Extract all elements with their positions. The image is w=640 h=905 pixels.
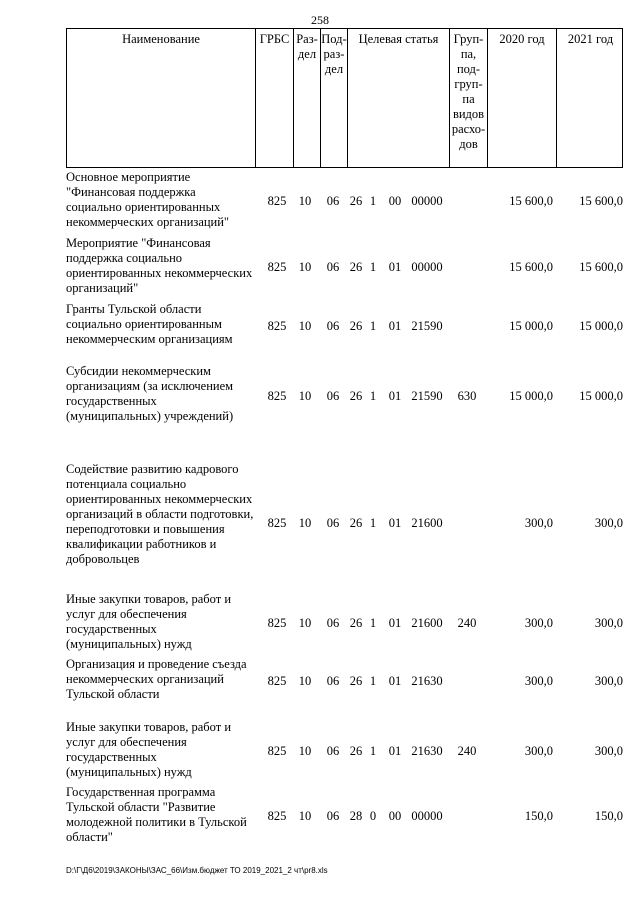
- cell-y2021: 300,0: [594, 616, 623, 630]
- cell-rz: 10: [298, 516, 312, 530]
- cell-c3: 01: [388, 616, 402, 630]
- cell-c4: 21600: [411, 616, 443, 630]
- cell-pr: 06: [326, 260, 340, 274]
- header-2020: 2020 год: [487, 29, 556, 167]
- header-target: Целевая статья: [347, 29, 449, 167]
- cell-pr: 06: [326, 194, 340, 208]
- cell-c1: 28: [349, 809, 363, 823]
- row-name: Гранты Тульской области социально ориентированным некоммерческим организациям: [66, 302, 233, 346]
- cell-c1: 26: [349, 260, 363, 274]
- cell-c3: 00: [388, 194, 402, 208]
- cell-c1: 26: [349, 674, 363, 688]
- cell-grbs: 825: [267, 194, 287, 208]
- cell-c1: 26: [349, 616, 363, 630]
- cell-c3: 01: [388, 260, 402, 274]
- cell-y2020: 150,0: [524, 809, 553, 823]
- cell-grbs: 825: [267, 809, 287, 823]
- cell-c4: 00000: [411, 260, 443, 274]
- cell-y2020: 300,0: [524, 674, 553, 688]
- cell-rz: 10: [298, 616, 312, 630]
- cell-c2: 1: [369, 516, 377, 530]
- cell-c4: 21590: [411, 389, 443, 403]
- cell-grp: 630: [457, 389, 477, 403]
- cell-c2: 1: [369, 674, 377, 688]
- cell-y2021: 15 600,0: [579, 260, 623, 274]
- header-name: Наименование: [122, 32, 200, 46]
- table-row: [66, 236, 626, 296]
- cell-c2: 1: [369, 194, 377, 208]
- row-name: Содействие развитию кадрового потенциала социально ориентированных некоммерческих организаций в области подготовки, переподготовки и повышения квалификации работников и добровольцев: [66, 462, 254, 566]
- cell-c2: 1: [369, 389, 377, 403]
- cell-c4: 21590: [411, 319, 443, 333]
- cell-rz: 10: [298, 744, 312, 758]
- cell-pr: 06: [326, 744, 340, 758]
- table-row: [66, 302, 626, 347]
- cell-pr: 06: [326, 319, 340, 333]
- file-path-footer: D:\Г\Д6\2019\ЗАКОНЫ\ЗАС_66\Изм.бюджет ТО 2019_2021_2 чт\pr8.xls: [66, 866, 328, 875]
- cell-c3: 01: [388, 744, 402, 758]
- cell-c4: 21630: [411, 744, 443, 758]
- cell-c4: 21600: [411, 516, 443, 530]
- header-grbs: ГРБС: [255, 29, 293, 167]
- row-name: Основное мероприятие "Финансовая поддержка социально ориентированных некоммерческих организаций": [66, 170, 230, 229]
- cell-rz: 10: [298, 319, 312, 333]
- cell-grbs: 825: [267, 260, 287, 274]
- cell-c2: 1: [369, 616, 377, 630]
- cell-pr: 06: [326, 389, 340, 403]
- cell-pr: 06: [326, 616, 340, 630]
- table-row: [66, 462, 626, 582]
- cell-c2: 1: [369, 319, 377, 333]
- cell-y2021: 300,0: [594, 674, 623, 688]
- cell-rz: 10: [298, 194, 312, 208]
- table-row: [66, 720, 626, 780]
- cell-c1: 26: [349, 516, 363, 530]
- cell-rz: 10: [298, 389, 312, 403]
- cell-y2021: 15 000,0: [579, 389, 623, 403]
- cell-c4: 21630: [411, 674, 443, 688]
- table-row: [66, 364, 626, 426]
- row-name: Субсидии некоммерческим организациям (за исключением государственных (муниципальных) учреждений): [66, 364, 234, 423]
- header-podrazdel: Под- раз- дел: [320, 29, 347, 167]
- cell-y2021: 300,0: [594, 516, 623, 530]
- cell-pr: 06: [326, 516, 340, 530]
- cell-grbs: 825: [267, 516, 287, 530]
- cell-c3: 01: [388, 674, 402, 688]
- cell-y2021: 15 600,0: [579, 194, 623, 208]
- cell-c2: 1: [369, 744, 377, 758]
- cell-grbs: 825: [267, 674, 287, 688]
- cell-grbs: 825: [267, 616, 287, 630]
- table-row: [66, 170, 626, 230]
- row-name: Мероприятие "Финансовая поддержка социально ориентированных некоммерческих организаций": [66, 236, 253, 295]
- header-2021: 2021 год: [556, 29, 624, 167]
- cell-c4: 00000: [411, 194, 443, 208]
- row-name: Иные закупки товаров, работ и услуг для обеспечения государственных (муниципальных) нужд: [66, 720, 232, 779]
- cell-pr: 06: [326, 809, 340, 823]
- cell-c1: 26: [349, 389, 363, 403]
- cell-y2020: 15 000,0: [509, 319, 553, 333]
- header-razdel: Раз- дел: [293, 29, 320, 167]
- cell-grp: 240: [457, 616, 477, 630]
- cell-c3: 01: [388, 389, 402, 403]
- cell-y2020: 300,0: [524, 516, 553, 530]
- table-row: [66, 657, 626, 702]
- cell-y2020: 15 600,0: [509, 260, 553, 274]
- cell-c2: 1: [369, 260, 377, 274]
- cell-c1: 26: [349, 319, 363, 333]
- cell-grbs: 825: [267, 319, 287, 333]
- cell-c2: 0: [369, 809, 377, 823]
- cell-c3: 01: [388, 516, 402, 530]
- cell-grp: 240: [457, 744, 477, 758]
- header-group: Груп- па, под- груп- па видов расхо- дов: [449, 29, 487, 167]
- cell-rz: 10: [298, 674, 312, 688]
- cell-y2021: 15 000,0: [579, 319, 623, 333]
- table-row: [66, 785, 626, 845]
- cell-pr: 06: [326, 674, 340, 688]
- cell-y2020: 15 000,0: [509, 389, 553, 403]
- cell-y2021: 150,0: [594, 809, 623, 823]
- cell-grbs: 825: [267, 389, 287, 403]
- cell-c1: 26: [349, 744, 363, 758]
- table-row: [66, 592, 626, 652]
- cell-y2021: 300,0: [594, 744, 623, 758]
- cell-y2020: 15 600,0: [509, 194, 553, 208]
- cell-grbs: 825: [267, 744, 287, 758]
- cell-y2020: 300,0: [524, 744, 553, 758]
- cell-c3: 01: [388, 319, 402, 333]
- cell-c4: 00000: [411, 809, 443, 823]
- cell-rz: 10: [298, 809, 312, 823]
- row-name: Организация и проведение съезда некоммерческих организаций Тульской области: [66, 657, 247, 701]
- row-name: Иные закупки товаров, работ и услуг для обеспечения государственных (муниципальных) нужд: [66, 592, 232, 651]
- row-name: Государственная программа Тульской области "Развитие молодежной политики в Тульской области": [66, 785, 247, 844]
- page-number: 258: [311, 13, 329, 27]
- cell-c1: 26: [349, 194, 363, 208]
- cell-y2020: 300,0: [524, 616, 553, 630]
- cell-c3: 00: [388, 809, 402, 823]
- cell-rz: 10: [298, 260, 312, 274]
- table-header: [66, 28, 623, 168]
